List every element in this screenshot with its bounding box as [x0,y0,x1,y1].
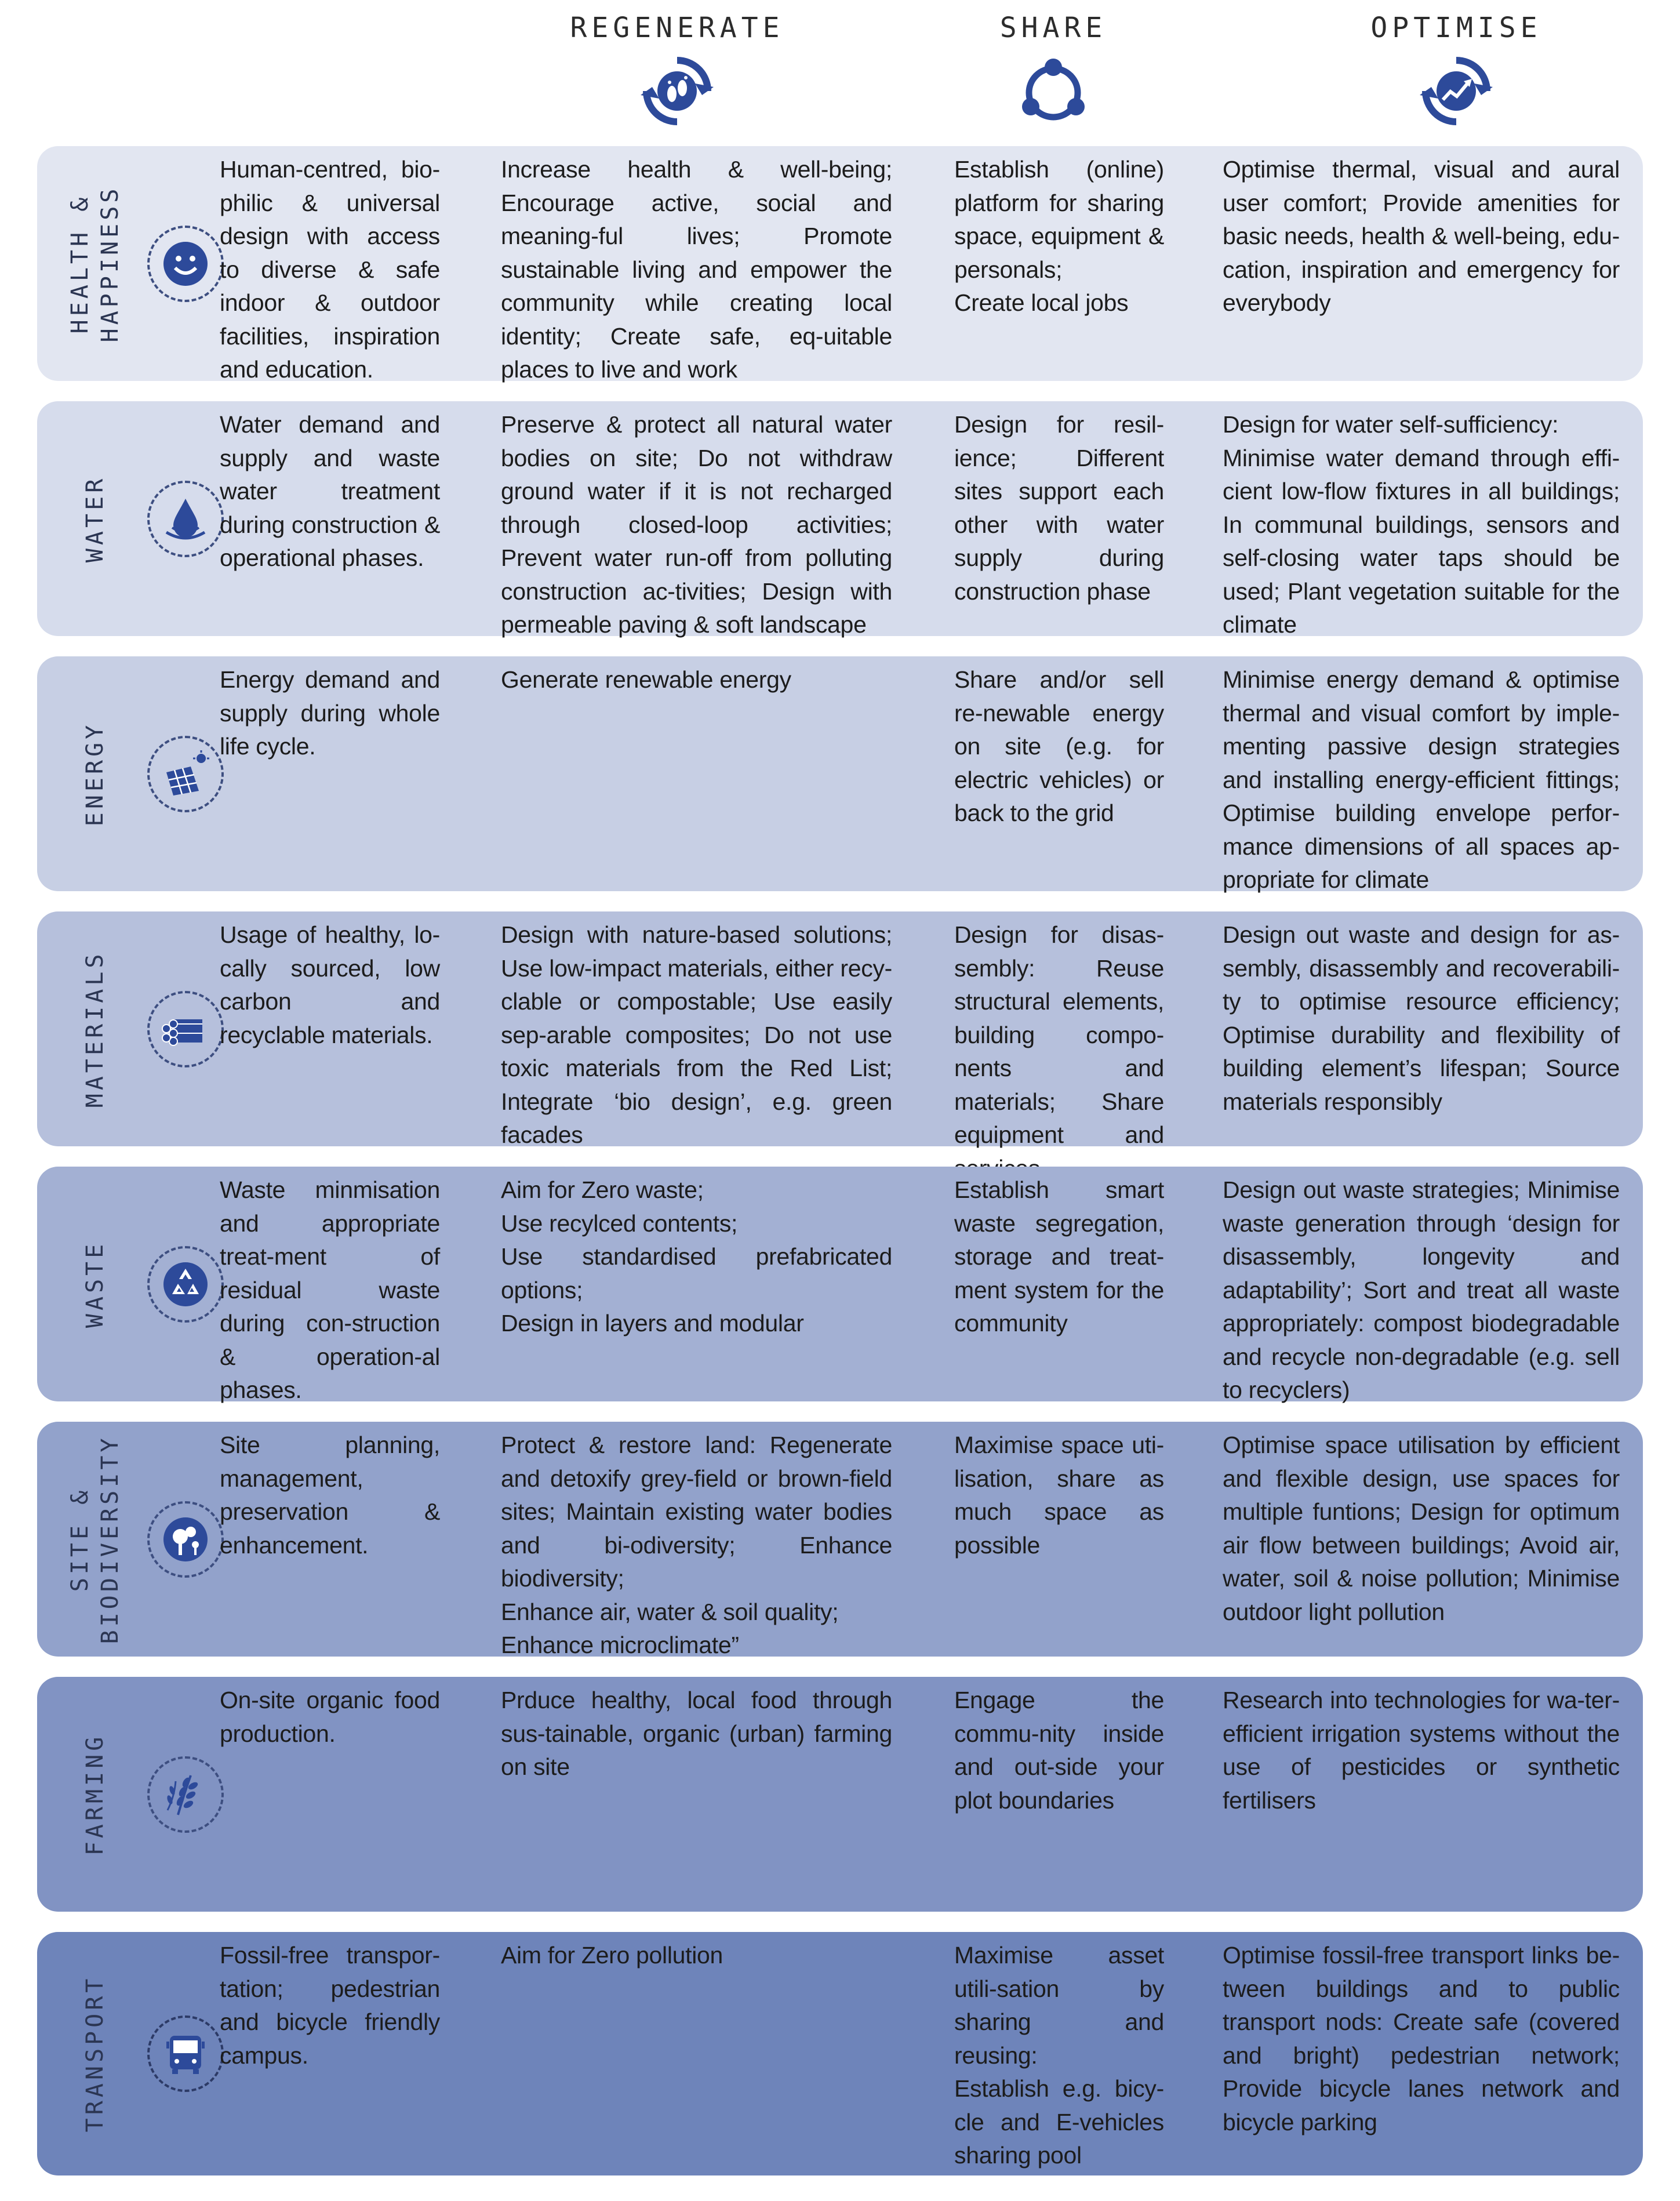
row-health-happiness [37,146,1643,381]
column-label-regenerate: REGENERATE [570,12,784,44]
column-header-optimise [1334,10,1578,129]
materials-share-text: Design for disas-sembly: Reuse structural elements, building compo-nents and materials; Share equipment and [954,921,1164,1148]
waste-share-text: Establish smart waste segregation, storage and treat-ment system for the community [954,1176,1164,1336]
site-optimise-text: Optimise space utilisation by efficient and flexible design, use spaces for multiple funtions; Design for optimum air flow between buildings; Avoid air, water, soil & noise pollution; Minimise outdoor light pollution [1223,1432,1620,1625]
transport-optimise-text: Optimise fossil-free transport links be-tween buildings and to public transport nods: Create safe (covered and bright) pedestrian network; Provide bicycle lanes network and bicycle parking [1223,1942,1620,2135]
energy-optimise-text: Minimise energy demand & optimise thermal and visual comfort by imple-menting passive design strategies and installing energy-efficient fittings; Optimise building envelope perfor-mance dimensions of all spaces ap-propriate for climate [1223,666,1620,893]
column-header-regenerate [555,10,799,129]
waste-regenerate-text: Aim for Zero waste; Use recylced contents; Use standardised prefabricated options; Design in layers and modular [501,1176,892,1336]
column-label-optimise: OPTIMISE [1370,12,1542,44]
site-regenerate-text: Protect & restore land: Regenerate and detoxify grey-field or brown-field sites; Maintain existing water bodies and bi-odiversity; Enhance biodiversity; Enhance air, water & soil quality; Enhance microclimate” [501,1432,892,1658]
row-farming [37,1677,1643,1912]
row-label-site-biodiversity: SITE & BIODIVERSITY [67,1434,123,1644]
bus-icon [147,2015,224,2092]
row-energy [37,656,1643,891]
row-label-water: WATER [82,475,108,562]
row-label-farming: FARMING [82,1733,108,1855]
materials-optimise-text: Design out waste and design for as-sembly, disassembly and recoverabili-ty to optimise resource efficiency; Optimise durability and flexibility of building element’s lifespan; Source materials responsibly [1223,921,1620,1115]
water-share-text: Design for resil-ience; Different sites support each other with water supply during construction phase [954,411,1164,605]
tree-icon [147,1501,224,1578]
transport-scope-text: Fossil-free transpor-tation; pedestrian and bicycle friendly campus. [220,1942,440,2069]
health-scope-text: Human-centred, bio-philic & universal design with access to diverse & safe indoor & outdoor facilities, inspiration and education. [220,156,440,383]
share-icon [1016,53,1091,129]
row-label-materials: MATERIALS [82,950,108,1107]
farming-share-text: Engage the commu-nity inside and out-side your plot boundaries [954,1687,1164,1814]
transport-regenerate-text: Aim for Zero pollution [501,1942,723,1968]
farming-optimise-text: Research into technologies for wa-ter-efficient irrigation systems without the use of pesticides or synthetic fertilisers [1223,1687,1620,1814]
site-share-text: Maximise space uti-lisation, share as much space as possible [954,1432,1164,1559]
timber-logs-icon [147,991,224,1067]
energy-regenerate-text: Generate renewable energy [501,666,791,693]
transport-share-text: Maximise asset utili-sation by sharing and reusing: Establish e.g. bicy-cle and E-vehicles sharing pool [954,1942,1164,2169]
row-label-health-happiness: HEALTH & HAPPINESS [67,185,123,342]
regenerate-icon [639,53,715,129]
water-optimise-text: Design for water self-sufficiency: Minimise water demand through effi-cient low-flow fixtures in all buildings; In communal buildings, sensors and self-closing water taps should be used; Plant vegetation suitable for the climate [1223,411,1620,638]
row-label-waste: WASTE [82,1240,108,1328]
health-optimise-text: Optimise thermal, visual and aural user comfort; Provide amenities for basic needs, health & well-being, edu-cation, inspiration and emergency for everybody [1223,156,1620,316]
column-header-share [932,10,1175,129]
water-regenerate-text: Preserve & protect all natural water bodies on site; Do not withdraw ground water if it is not recharged through closed-loop activities; Prevent water run-off from polluting construction ac-tivities; Design with permeable paving & soft landscape [501,411,892,638]
farming-regenerate-text: Prduce healthy, local food through sus-tainable, organic (urban) farming on site [501,1687,892,1780]
materials-regenerate-text: Design with nature-based solutions; Use low-impact materials, either recy-clable or compostable; Use easily sep-arable composites; Do not use toxic materials from the Red List; Integrate ‘bio design’, e.g. green facades [501,921,892,1148]
column-label-share: SHARE [999,12,1107,44]
waste-optimise-text: Design out waste strategies; Minimise waste generation through ‘design for disassembly, longevity and adaptability’; Sort and treat all waste appropriately: compost biodegradable and recycle non-degradable (e.g. sell to recyclers) [1223,1176,1620,1403]
solar-panel-icon [147,736,224,812]
water-drop-icon [147,481,224,557]
smiley-icon [147,226,224,302]
farming-scope-text: On-site organic food production. [220,1687,440,1747]
waste-scope-text: Waste minmisation and appropriate treat-ment of residual waste during con-struction & operation-al phases. [220,1176,440,1403]
row-materials [37,911,1643,1146]
row-site-biodiversity [37,1422,1643,1657]
row-waste [37,1167,1643,1401]
row-label-energy: ENERGY [82,721,108,826]
water-scope-text: Water demand and supply and waste water treatment during construction & operational phases. [220,411,440,571]
energy-share-text: Share and/or sell re-newable energy on site (e.g. for electric vehicles) or back to the grid [954,666,1164,826]
health-regenerate-text: Increase health & well-being; Encourage active, social and meaning-ful lives; Promote sustainable living and empower the community while creating local identity; Create safe, eq-uitable places to live and work [501,156,892,383]
row-water [37,401,1643,636]
row-label-transport: TRANSPORT [82,1975,108,2133]
row-transport [37,1932,1643,2175]
wheat-icon [147,1756,224,1833]
site-scope-text: Site planning, management, preservation & enhancement. [220,1432,440,1559]
optimise-icon [1419,53,1494,129]
health-share-text: Establish (online) platform for sharing space, equipment & personals; Create local jobs [954,156,1164,316]
recycle-icon [147,1246,224,1323]
energy-scope-text: Energy demand and supply during whole life cycle. [220,666,440,760]
materials-scope-text: Usage of healthy, lo-cally sourced, low carbon and recyclable materials. [220,921,440,1048]
